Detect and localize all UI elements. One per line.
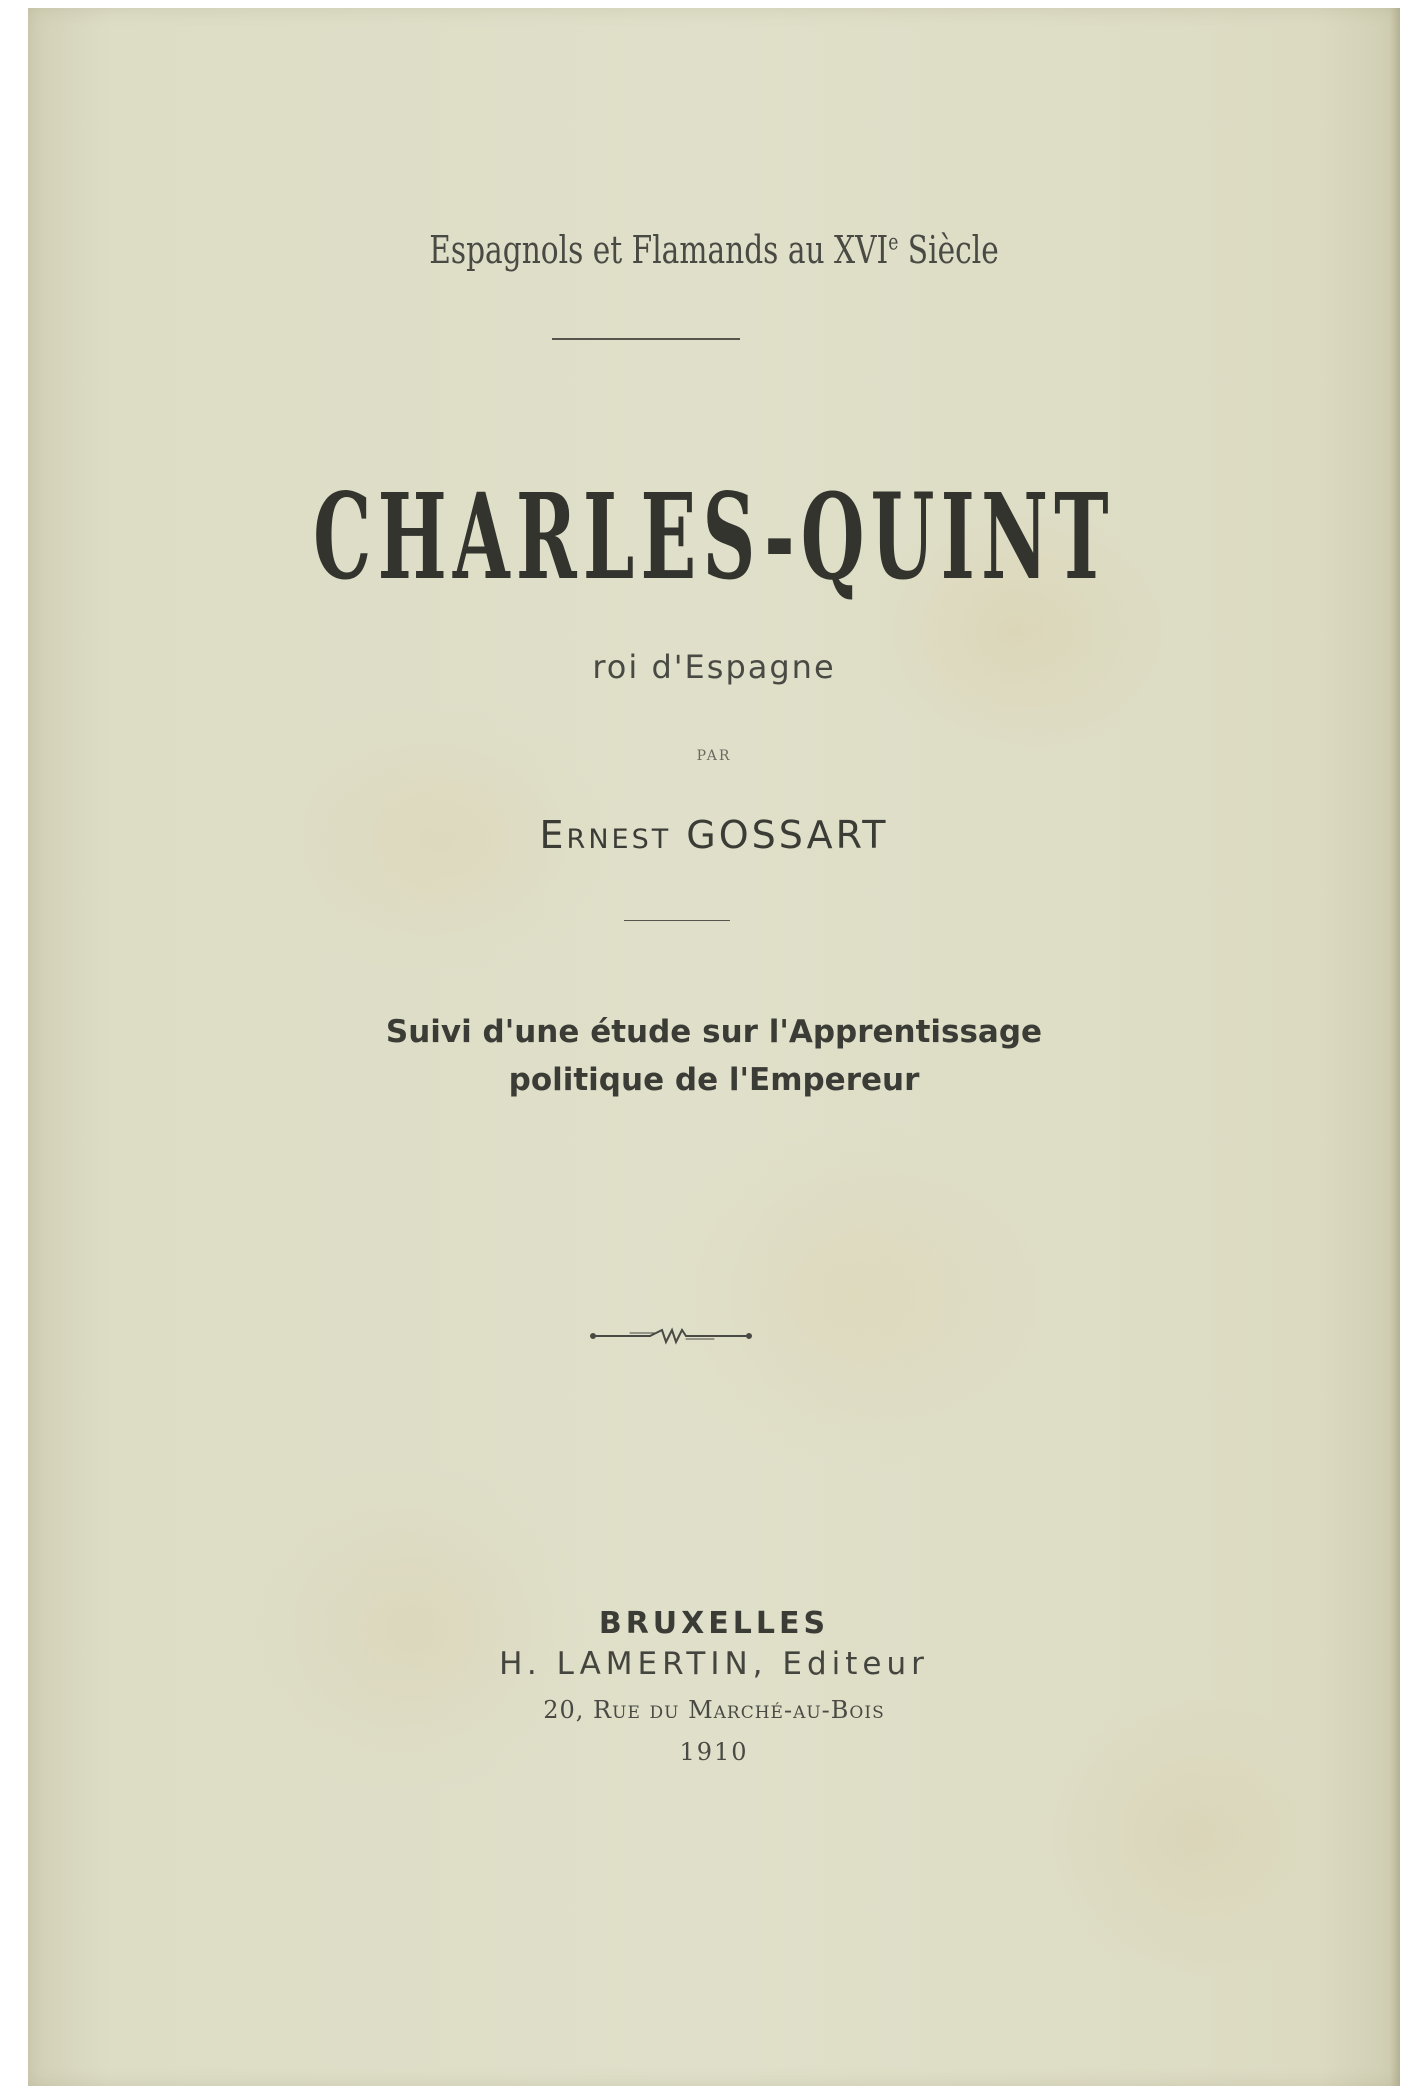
series-title: Espagnols et Flamands au XVIe Siècle [429,228,999,272]
divider-rule [552,338,740,340]
publisher-address: 20, Rue du Marché-au-Bois [543,1696,885,1724]
publication-city: BRUXELLES [598,1606,830,1641]
book-subtitle: roi d'Espagne [592,648,836,686]
by-label: PAR [696,748,732,764]
publication-year: 1910 [679,1738,749,1766]
book-cover [28,8,1400,2086]
book-title: CHARLES-QUINT [313,467,1115,606]
secondary-title-line-1: Suivi d'une étude sur l'Apprentissage [385,1014,1043,1050]
ornament-flourish-icon [590,1324,752,1348]
author-name: Ernest GOSSART [539,813,889,857]
secondary-title [28,1008,1400,1104]
divider-rule-short [624,920,730,921]
publisher-name: H. LAMERTIN, Editeur [499,1646,929,1682]
secondary-title-line-2: politique de l'Empereur [508,1062,920,1098]
